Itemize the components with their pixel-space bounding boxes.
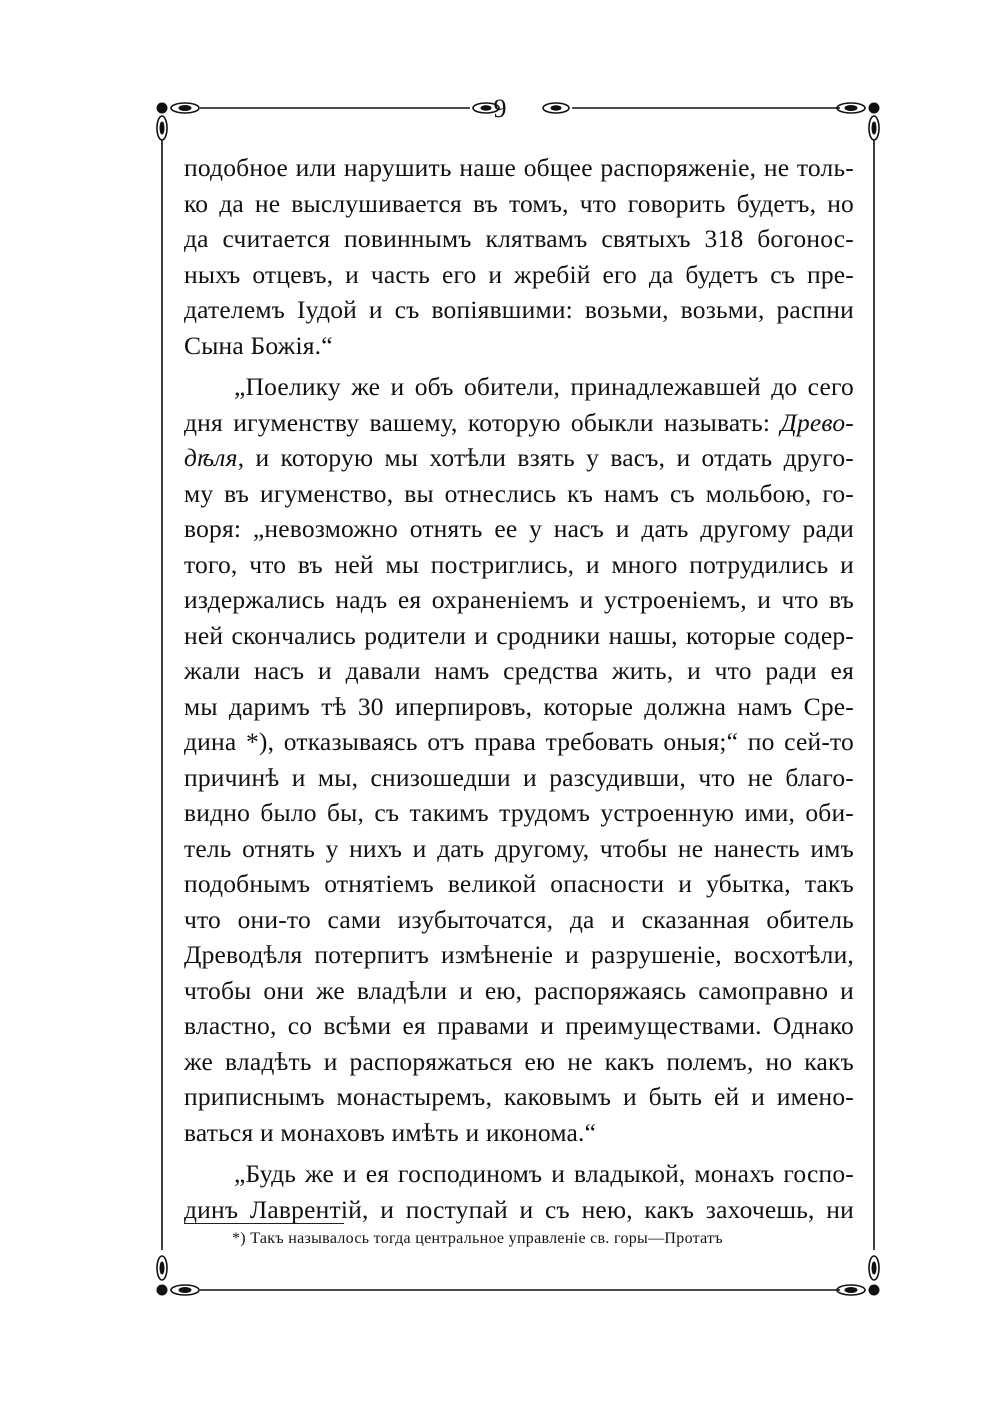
text-line: ваться и монаховъ имѣть и иконома.“	[184, 1117, 597, 1147]
page-number: 9	[493, 94, 507, 123]
text-line: видно было бы, съ такимъ трудомъ устроенную ими, оби-	[184, 798, 854, 827]
text-line: приписнымъ монастыремъ, каковымъ и быть ей и имено-	[184, 1082, 854, 1111]
text-line: жали насъ и давали намъ средства жить, и что ради ея	[184, 656, 854, 685]
text-line: му въ игуменство, вы отнеслись къ намъ съ мольбою, го-	[184, 478, 854, 508]
body-text	[184, 150, 854, 1227]
text-line: „Поелику же и объ обители, принадлежавшей до сего	[234, 372, 854, 401]
text-line: Сына Божія.“	[184, 330, 333, 360]
text-line	[184, 440, 854, 476]
italic-term: дѣля	[184, 443, 238, 472]
text-line: же владѣть и распоряжаться ею не какъ полемъ, но какъ	[184, 1046, 854, 1076]
text-line: дина *), отказываясь отъ права требовать оныя;“ по сей-то	[184, 727, 854, 756]
footnote-divider	[184, 1223, 344, 1224]
text-line: причинѣ и мы, снизошедши и разсудивши, что не благо-	[184, 762, 854, 792]
text-line: чтобы они же владѣли и ею, распоряжаясь самоправно и	[184, 975, 854, 1005]
text-line: „Будь же и ея господиномъ и владыкой, монахъ госпо-	[234, 1159, 854, 1188]
italic-term: Древо-	[780, 407, 854, 437]
text-line: ко да не выслушивается въ томъ, что говорить будетъ, но	[184, 188, 854, 218]
text-line: ныхъ отцевъ, и часть его и жребій его да будетъ съ пре-	[184, 259, 854, 289]
text-segment: , и которую мы хотѣли взять у васъ, и отдать друго-	[237, 443, 854, 472]
text-line: тель отнять у нихъ и дать другому, чтобы не нанесть имъ	[184, 833, 854, 863]
text-line: Древодѣля потерпитъ измѣненіе и разрушеніе, восхотѣли,	[184, 940, 854, 969]
text-line: того, что въ ней мы постриглись, и много потрудились и	[184, 549, 854, 579]
ornament-bottom-right-icon	[837, 1256, 879, 1295]
text-line: мы даримъ тѣ 30 иперпировъ, которые должна намъ Сре-	[184, 691, 854, 721]
ornament-bottom-left-icon	[157, 1256, 199, 1295]
text-line: динъ Лаврентій, и поступай и съ нею, какъ захочешь, ни	[184, 1194, 854, 1224]
text-line	[184, 405, 854, 441]
text-line: издержались надъ ея охраненіемъ и устроеніемъ, и что въ	[184, 585, 854, 614]
text-line: да считается повиннымъ клятвамъ святыхъ 318 богонос-	[184, 224, 854, 253]
text-line: дателемъ Іудой и съ вопіявшими: возьми, возьми, распни	[184, 295, 854, 324]
ornament-top-left-icon	[157, 103, 199, 140]
text-line: что они-то сами изубыточатся, да и сказанная обитель	[184, 904, 854, 934]
text-line: властно, со всѣми ея правами и преимуществами. Однако	[184, 1011, 854, 1040]
footnote: *) Такъ называлось тогда центральное управленіе св. горы—Протатъ	[232, 1230, 723, 1247]
ornament-top-right-icon	[837, 103, 879, 140]
text-line: подобнымъ отнятіемъ великой опасности и убытка, такъ	[184, 869, 854, 898]
text-segment: дня игуменству вашему, которую обыкли называть:	[184, 407, 771, 437]
text-line: ней скончались родители и сродники нашы, которые содер-	[184, 620, 854, 650]
text-line: подобное или нарушить наше общее распоряженіе, не толь-	[184, 153, 854, 182]
text-line: воря: „невозможно отнять ее у насъ и дать другому ради	[184, 514, 854, 543]
